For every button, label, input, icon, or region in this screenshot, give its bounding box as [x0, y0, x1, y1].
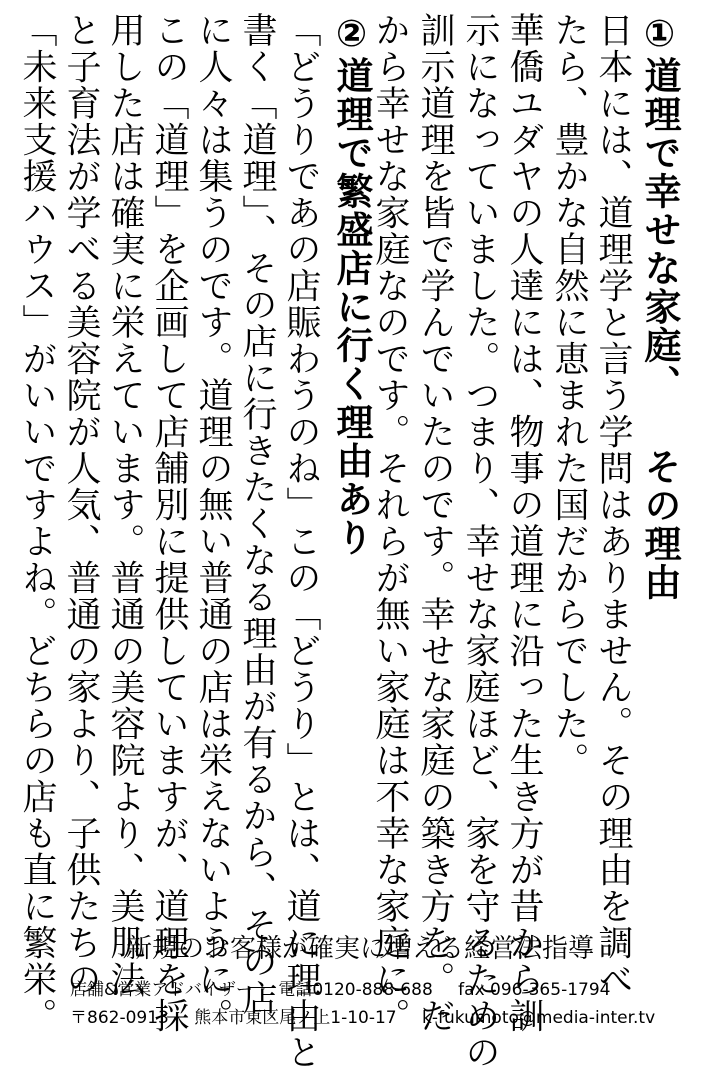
section2-line-4: この「道理」を企画して店舗別に提供していますが、道理を採 [149, 12, 189, 1034]
section2-line-2: 書く「道理」、その店に行きたくなる理由が有るから、その店 [237, 12, 277, 1017]
section1-line-2: たら、豊かな自然に恵まれた国だからでした。 [549, 12, 589, 779]
footer-address: 熊本市東区尾ノ上1-10-17 [194, 1008, 397, 1028]
section2-line-5: 用した店は確実に栄えています。普通の美容院より、美肌法 [105, 12, 145, 998]
footer-title: 新規のお客様が確実に増える経営法指導 [125, 934, 594, 964]
section2-heading: ②道理で繁盛店に行く理由あり [330, 12, 373, 557]
footer-email[interactable]: k-fukumoto@media-inter.tv [422, 1008, 656, 1028]
footer-address-line [70, 1003, 690, 1028]
footer-postal: 〒862-0913 [70, 1008, 169, 1028]
section1-line-3: 華僑ユダヤの人達には、物事の道理に沿った生き方が昔から訓 [504, 12, 544, 1034]
section2-line-7: 「未来支援ハウス」がいいですよね。どちらの店も直に繁栄。 [17, 12, 57, 1034]
section2-line-6: と子育法が学べる美容院が人気、普通の家より、子供たちの [61, 12, 101, 998]
section2-line-1: 「どうりであの店賑わうのね」この「どうり」とは、道に理由と [281, 12, 321, 1071]
footer-contact-line [70, 975, 690, 1000]
footer-phone[interactable]: 電話0120-888-688 [278, 980, 433, 1000]
section2-line-3: に人々は集うのです。道理の無い普通の店は栄えないように。 [193, 12, 233, 1034]
section1-line-1: 日本には、道理学と言う学問はありません。その理由を調べ [593, 12, 633, 998]
section1-line-4: 示になっていました。つまり、幸せな家庭ほど、家を守るための [460, 12, 500, 1071]
section1-line-5: 訓示道理を皆で学んでいたのです。幸せな家庭の築き方を。だ [415, 12, 455, 1034]
section1-heading: ①道理で幸せな家庭、 その理由 [638, 12, 681, 602]
footer-fax: fax 096-365-1794 [458, 980, 611, 1000]
footer-role: 店舗&営業アドバイザー [70, 980, 253, 1000]
section1-line-6: から幸せな家庭なのです。それらが無い家庭は不幸な家庭に。 [370, 12, 410, 1034]
